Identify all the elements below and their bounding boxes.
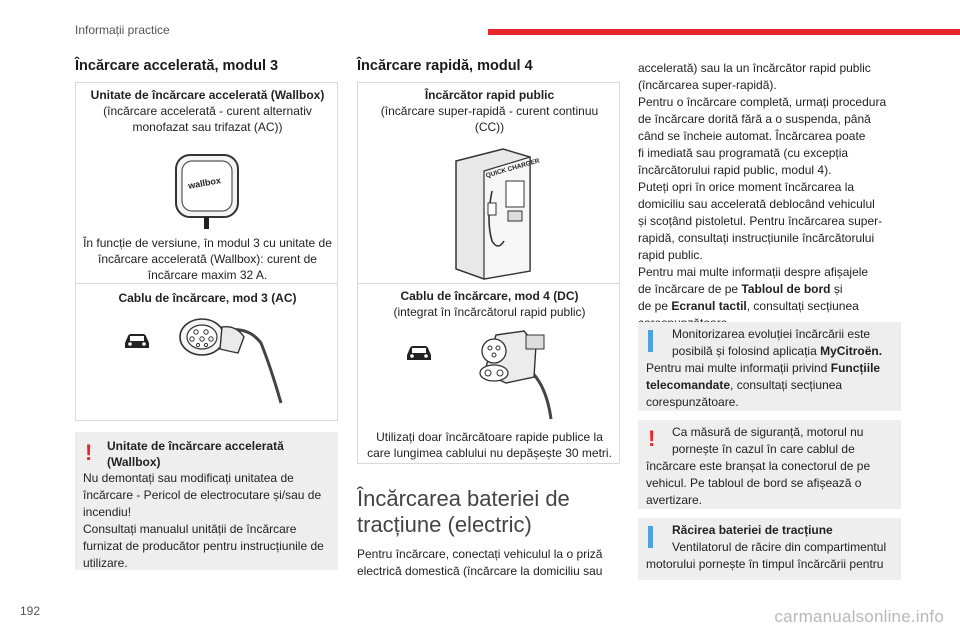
- car-icon: [404, 343, 434, 368]
- note-line: [646, 360, 896, 377]
- engine-safety-text: [646, 424, 896, 509]
- warning-line: utilizare.: [83, 556, 128, 570]
- wallbox-illustration: [172, 151, 242, 231]
- section-title-line1: Încărcarea bateriei de: [357, 486, 570, 511]
- header-accent-bar: [488, 29, 960, 35]
- warning-line: incendiu!: [83, 505, 132, 519]
- cable-mode4-subtitle: (integrat în încărcătorul rapid public): [393, 305, 586, 319]
- note-line: motorului pornește în timpul încărcării pentru: [646, 557, 884, 571]
- paragraph-line: fi imediată sau programată (cu excepția: [638, 146, 849, 160]
- quick-charger-title: Încărcător rapid public: [424, 88, 555, 102]
- note-line: vehicul. Pe tabloul de bord se afișează o: [646, 476, 862, 490]
- wallbox-title: Unitate de încărcare accelerată (Wallbox): [90, 88, 325, 102]
- paragraph-line: de încărcare dorită fără a o suspenda, până: [638, 112, 871, 126]
- paragraph-line: accelerată) sau la un încărcător rapid public: [638, 61, 871, 75]
- paragraph-line: [638, 281, 903, 298]
- text-span: posibilă și folosind aplicația: [672, 344, 821, 358]
- paragraph-line: Pentru mai multe informații despre afișajele: [638, 265, 869, 279]
- note-line: corespunzătoare.: [646, 395, 739, 409]
- note-line: Ventilatorul de răcire din compartimentul: [672, 540, 887, 554]
- engine-safety-warning: [638, 420, 901, 509]
- warning-line: furnizat de producător pentru instrucțiunile de: [83, 539, 324, 553]
- note-line: Ca măsură de siguranță, motorul nu: [672, 425, 864, 439]
- quick-charger-label: QUICK CHARGER: [485, 157, 541, 180]
- battery-cooling-text: [646, 522, 896, 573]
- quick-charger-illustration: [448, 141, 541, 286]
- warning-line: încărcare - Pericol de electrocutare și/sau de: [83, 488, 322, 502]
- paragraph-line: electrică domestică (încărcare la domiciliu sau: [357, 564, 603, 578]
- text-span: , consultați secțiunea: [730, 378, 843, 392]
- mode3-table: [75, 82, 338, 421]
- section-title-line2: tracțiune (electric): [357, 512, 532, 537]
- text-span: și: [830, 282, 843, 296]
- warning-line: Nu demontați sau modificați unitatea de: [83, 471, 294, 485]
- note-line: [646, 377, 896, 394]
- note-line: încărcare este branșat la conectorul de pe: [646, 459, 871, 473]
- mode4-table: [357, 82, 620, 464]
- quick-charger-subtitle: (încărcare super-rapidă - curent continuu (CC)): [380, 104, 599, 134]
- remote-functions-term: Funcțiile: [830, 361, 881, 375]
- paragraph-line: rapidă, consultați instrucțiunile încărcătorului: [638, 231, 875, 245]
- header-title: Informații practice: [75, 23, 170, 37]
- cable-mode3-title: Cablu de încărcare, mod 3 (AC): [118, 291, 297, 305]
- cable-length-caption: Utilizați doar încărcătoare rapide publice la care lungimea cablului nu depășește 30 metri.: [367, 430, 612, 460]
- battery-cooling-note: [638, 518, 901, 580]
- section-heading-mode3: Încărcare accelerată, modul 3: [75, 58, 279, 74]
- paragraph-line: Pentru încărcare, conectați vehiculul la o priză: [357, 547, 603, 561]
- paragraph-line: Puteți opri în orice moment încărcarea la: [638, 180, 855, 194]
- warning-icon: !: [648, 426, 656, 451]
- paragraph-line: când se încheie automat. Încărcarea poate: [638, 129, 866, 143]
- text-span: de pe: [638, 299, 672, 313]
- charging-procedure-paragraph: [638, 60, 903, 332]
- app-monitoring-text: [646, 326, 896, 411]
- text-span: , consultați secțiunea: [746, 299, 859, 313]
- warning-icon: !: [85, 440, 93, 465]
- wallbox-warning-note: [75, 432, 338, 570]
- note-line: avertizare.: [646, 493, 703, 507]
- section-heading-mode4: Încărcare rapidă, modul 4: [357, 58, 533, 74]
- wallbox-subtitle: (încărcare accelerată - curent alternativ monofazat sau trifazat (AC)): [103, 104, 312, 134]
- note-line: pornește în cazul în care cablul de: [672, 442, 855, 456]
- text-span: de încărcare de pe: [638, 282, 742, 296]
- app-name: MyCitroën.: [820, 344, 883, 358]
- note-line: [646, 343, 896, 360]
- charging-intro-paragraph: [357, 546, 620, 580]
- watermark: carmanualsonline.info: [774, 607, 944, 626]
- note-title: Răcirea bateriei de tracțiune: [672, 523, 833, 537]
- app-monitoring-note: [638, 322, 901, 411]
- cable-mode4-title: Cablu de încărcare, mod 4 (DC): [400, 289, 579, 303]
- remote-functions-term: telecomandate: [646, 378, 731, 392]
- paragraph-line: încărcătorului rapid public, modul 4).: [638, 163, 832, 177]
- text-span: Pentru mai multe informații privind: [646, 361, 831, 375]
- paragraph-line: și scoțând pistoletul. Pentru încărcarea super-: [638, 214, 883, 228]
- paragraph-line: domiciliu sau accelerată deblocând vehiculul: [638, 197, 875, 211]
- wallbox-warning-title: Unitate de încărcare accelerată (Wallbox): [107, 439, 284, 469]
- wallbox-caption: În funcție de versiune, în modul 3 cu unitate de încărcare accelerată (Wallbox): curent de încărcare maxim 32 A.: [83, 236, 332, 282]
- paragraph-line: Pentru o încărcare completă, urmați procedura: [638, 95, 887, 109]
- ccs-plug-illustration: [466, 327, 576, 427]
- page-number: 192: [20, 604, 41, 618]
- wallbox-warning-body: [83, 470, 333, 572]
- touchscreen-term: Ecranul tactil: [671, 299, 747, 313]
- paragraph-line: rapid public.: [638, 248, 703, 262]
- paragraph-line: [638, 298, 903, 315]
- car-icon: [122, 331, 152, 356]
- note-line: Monitorizarea evoluției încărcării este: [672, 327, 871, 341]
- type2-plug-illustration: [176, 313, 296, 413]
- table-divider: [358, 283, 619, 284]
- table-divider: [76, 283, 337, 284]
- wallbox-logo-text: wallbox: [187, 175, 222, 191]
- dashboard-term: Tabloul de bord: [741, 282, 831, 296]
- warning-line: Consultați manualul unității de încărcare: [83, 522, 297, 536]
- paragraph-line: (încărcarea super-rapidă).: [638, 78, 777, 92]
